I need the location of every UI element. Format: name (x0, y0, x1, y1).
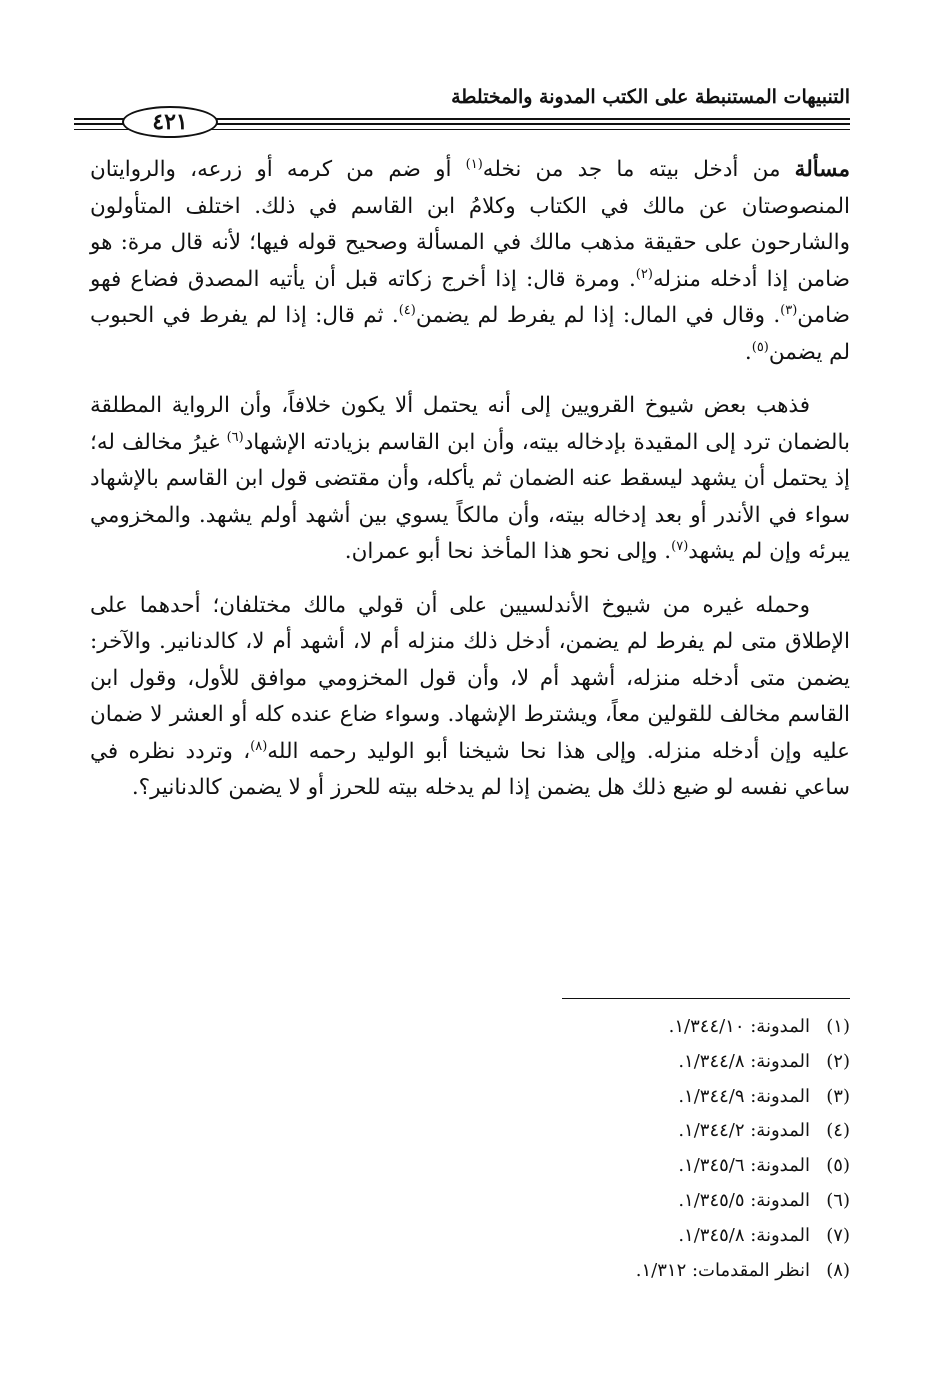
text-segment: فذهب بعض شيوخ القرويين إلى أنه يحتمل ألا يكون خلافاً، وأن الرواية المطلقة بالضمان ترد إلى المقيدة بإدخاله بيته، وأن ابن القاسم بزيادته الإشهاد (90, 393, 850, 455)
footnote-item (450, 1219, 850, 1254)
footnote-text: المدونة: ١/٣٤٥/٥. (678, 1189, 810, 1211)
footnote-number: (٥) (826, 1155, 850, 1177)
footnote-number: (١) (826, 1016, 850, 1037)
footnote-item (450, 1010, 850, 1045)
paragraph (90, 152, 850, 371)
running-title: التنبيهات المستنبطة على الكتب المدونة والمختلطة (451, 86, 850, 108)
page-number: ٤٢١ (122, 106, 218, 138)
text-segment: وحمله غيره من شيوخ الأندلسيين على أن قولي مالك مختلفان؛ أحدهما على الإطلاق متى لم يفرط لم يضمن، أدخل ذلك منزله أم لا، أشهد أم لا، كالدنانير. والآخر: يضمن متى أدخله منزله، أشهد أم لا، وأن قول المخزومي موافق للأول، وقول ابن القاسم مخالف للقولين معاً، ويشترط الإشهاد. وسواء ضاع عنده كله أو العشر لا ضمان عليه وإن أدخله منزله. وإلى هذا نحا شيخنا أبو الوليد رحمه الله (90, 592, 850, 764)
footnote-item (450, 1184, 850, 1219)
footnote-text: المدونة: ١/٣٤٤/٨. (678, 1050, 810, 1072)
text-segment: . وقال في المال: إذا لم يفرط لم يضمن (415, 303, 781, 328)
footnote-number: (٦) (826, 1189, 850, 1211)
footnote-reference: (٧) (671, 538, 689, 554)
footnote-number: (٢) (826, 1050, 850, 1072)
text-segment: أو ضم من كرمه أو زرعه، والروايتان المنصوصتان عن مالك في الكتاب وكلامُ ابن القاسم في ذلك. اختلف المتأولون والشارحون على حقيقة مذهب مالك في المسألة وصحيح قوله فيها؛ لأنه قال مرة: هو ضامن إذا أدخله منزله (90, 157, 850, 292)
page-header (74, 80, 850, 138)
text-segment: غيرُ مخالف له؛ إذ يحتمل أن يشهد ليسقط عنه الضمان ثم يأكله، وأن مقتضى قول ابن القاسم بالإشهاد سواء في الأندر أو بعد إدخاله بيته، وأن مالكاً يسوي بين أشهد أولم يشهد. والمخزومي يبرئه وإن لم يشهد (90, 429, 850, 564)
footnotes-list (450, 1010, 850, 1288)
footnote-reference: (٨) (250, 738, 268, 754)
text-segment: . وإلى نحو هذا المأخذ نحا أبو عمران. (344, 539, 672, 564)
footnote-text: المدونة: ١/٣٤٤/٩. (678, 1085, 810, 1107)
text-segment: من أدخل بيته ما جد من نخله (482, 157, 795, 182)
footnote-item (450, 1114, 850, 1149)
text-segment: . ثم قال: إذا لم يفرط في الحبوب لم يضمن (90, 303, 850, 365)
text-segment: . (744, 339, 752, 365)
paragraph (90, 388, 850, 571)
footnote-reference: (٦) (226, 429, 244, 445)
footnote-reference: (٣) (780, 302, 798, 318)
footnote-number: (٤) (826, 1120, 850, 1142)
footnote-reference: (١) (465, 156, 483, 172)
footnote-text: انظر المقدمات: ١/٣١٢. (635, 1259, 810, 1281)
footnote-number: (٣) (826, 1085, 850, 1107)
text-segment: . ومرة قال: إذا أخرج زكاته قبل أن يأتيه المصدق فضاع فهو ضامن (90, 266, 850, 328)
footnote-reference: (٤) (398, 302, 416, 318)
footnote-number: (٨) (826, 1259, 850, 1281)
footnote-separator (562, 998, 850, 999)
footnote-reference: (٢) (635, 266, 653, 282)
footnote-text: المدونة: ١/٣٤٥/٦. (678, 1155, 810, 1177)
issue-heading-word: مسألة (794, 157, 850, 182)
paragraph (90, 588, 850, 807)
footnote-number: (٧) (826, 1224, 850, 1246)
footnote-item (450, 1045, 850, 1080)
footnote-reference: (٥) (751, 339, 769, 355)
footnote-item (450, 1080, 850, 1115)
footnote-text: المدونة: ١/٣٤٤/١٠. (668, 1016, 810, 1037)
main-text (90, 152, 850, 807)
footnote-item (450, 1149, 850, 1184)
footnote-text: المدونة: ١/٣٤٥/٨. (678, 1224, 810, 1246)
footnote-item (450, 1254, 850, 1289)
footnote-text: المدونة: ١/٣٤٤/٢. (678, 1120, 810, 1142)
text-segment: ، وتردد نظره في ساعي نفسه لو ضيع ذلك هل يضمن إذا لم يدخله بيته للحرز أو لا يضمن كالدنانير؟. (90, 738, 850, 800)
